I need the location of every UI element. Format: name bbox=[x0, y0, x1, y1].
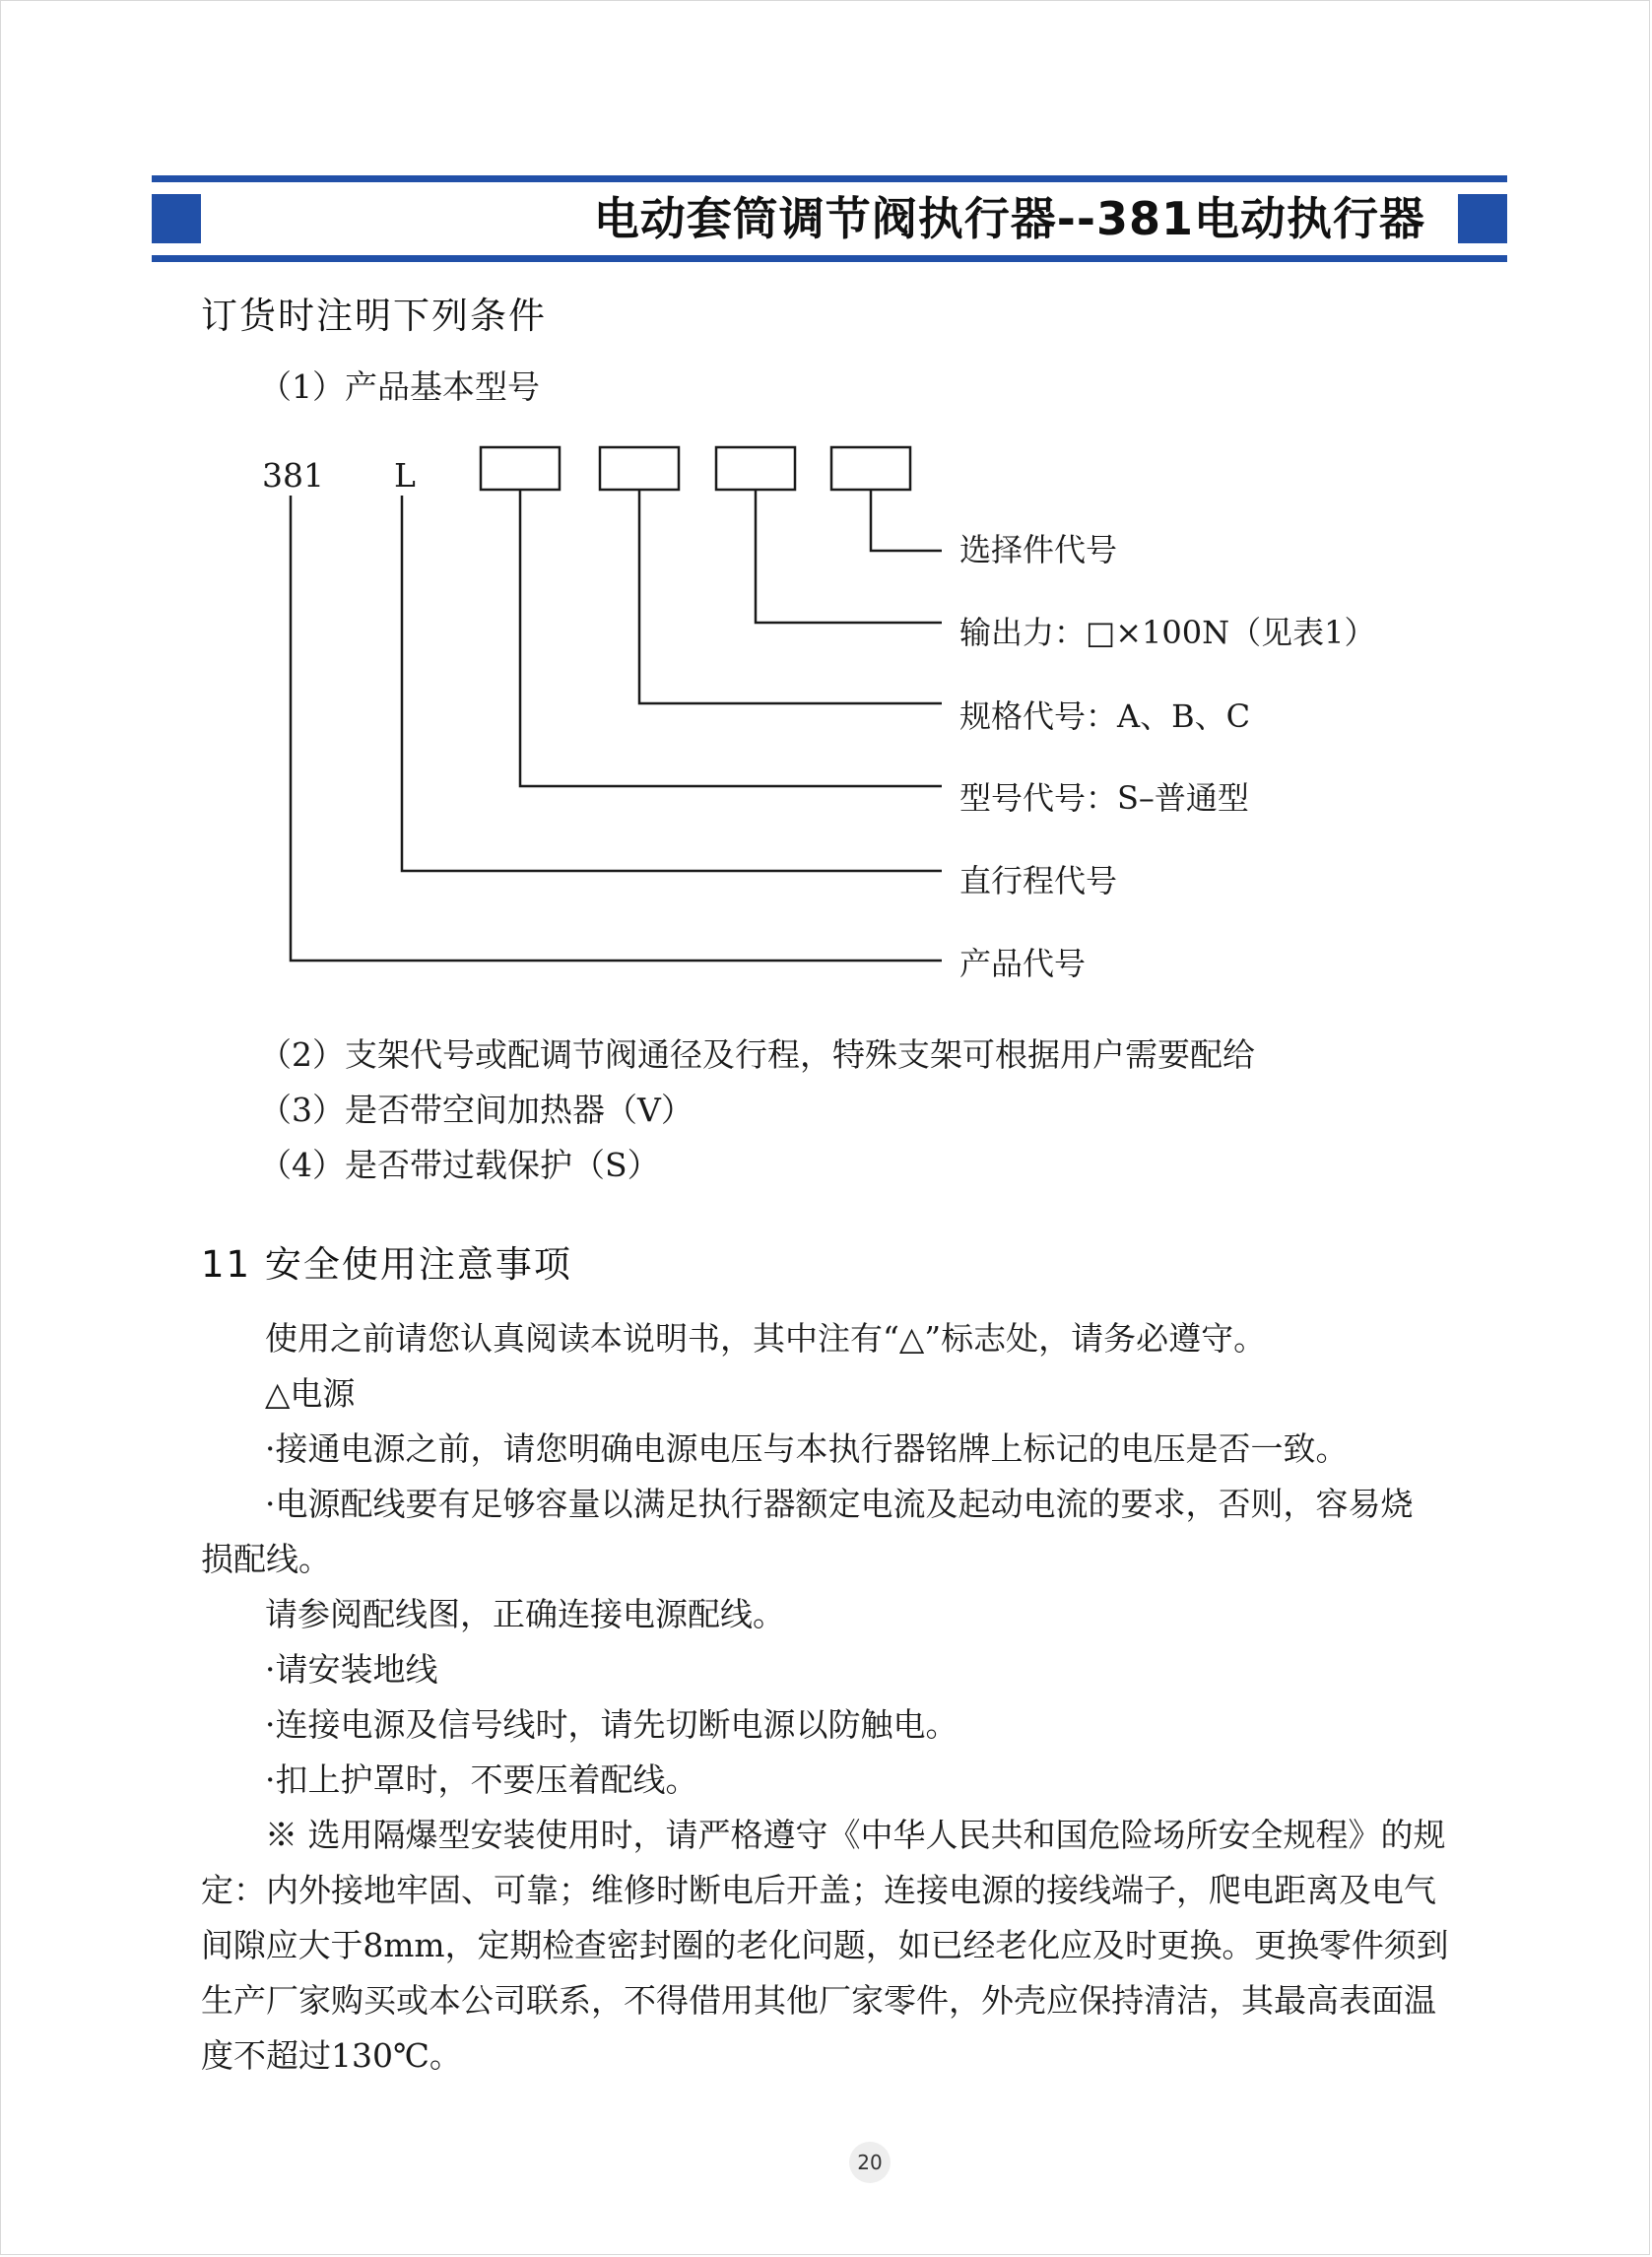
model-code-letter: L bbox=[394, 456, 416, 495]
page-title: 电动套筒调节阀执行器--381电动执行器 bbox=[593, 192, 1425, 245]
explosion-proof-note: 生产厂家购买或本公司联系，不得借用其他厂家零件，外壳应保持清洁，其最高表面温 bbox=[201, 1981, 1436, 2020]
leader-product bbox=[291, 496, 942, 961]
label-stroke-code: 直行程代号 bbox=[959, 862, 1118, 899]
safety-line: 损配线。 bbox=[201, 1540, 331, 1578]
explosion-proof-note: ※ 选用隔爆型安装使用时，请严格遵守《中华人民共和国危险场所安全规程》的规 bbox=[265, 1816, 1446, 1854]
leader-type bbox=[520, 490, 942, 786]
safety-power-heading: △电源 bbox=[265, 1374, 356, 1413]
code-box-option bbox=[831, 447, 910, 490]
leader-spec bbox=[639, 490, 942, 703]
safety-line: ·电源配线要有足够容量以满足执行器额定电流及起动电流的要求，否则，容易烧 bbox=[265, 1485, 1414, 1523]
label-option-code: 选择件代号 bbox=[959, 531, 1118, 568]
label-type-code: 型号代号：S–普通型 bbox=[959, 779, 1249, 817]
label-product-code: 产品代号 bbox=[959, 945, 1087, 982]
safety-line: ·接通电源之前，请您明确电源电压与本执行器铭牌上标记的电压是否一致。 bbox=[265, 1429, 1349, 1468]
explosion-proof-note: 间隙应大于8mm，定期检查密封圈的老化问题，如已经老化应及时更换。更换零件须到 bbox=[201, 1926, 1449, 1964]
safety-line: 请参阅配线图，正确连接电源配线。 bbox=[265, 1595, 785, 1633]
label-spec-code: 规格代号：A、B、C bbox=[959, 697, 1251, 735]
order-item-3: （3）是否带空间加热器（V） bbox=[259, 1091, 694, 1129]
model-code-number: 381 bbox=[262, 456, 324, 495]
label-output-force: 输出力：□×100N（见表1） bbox=[959, 614, 1376, 651]
order-heading: 订货时注明下列条件 bbox=[201, 295, 547, 337]
safety-intro: 使用之前请您认真阅读本说明书，其中注有“△”标志处，请务必遵守。 bbox=[265, 1319, 1267, 1358]
safety-heading: 11 安全使用注意事项 bbox=[201, 1243, 572, 1286]
code-box-type bbox=[481, 447, 560, 490]
page-number: 20 bbox=[849, 2142, 891, 2183]
explosion-proof-note: 定：内外接地牢固、可靠；维修时断电后开盖；连接电源的接线端子，爬电距离及电气 bbox=[201, 1871, 1436, 1909]
model-code-diagram bbox=[1, 1, 1650, 1006]
explosion-proof-note: 度不超过130℃。 bbox=[201, 2036, 462, 2075]
order-item-2: （2）支架代号或配调节阀通径及行程，特殊支架可根据用户需要配给 bbox=[259, 1035, 1255, 1074]
safety-line: ·扣上护罩时，不要压着配线。 bbox=[265, 1760, 698, 1799]
leader-option bbox=[871, 490, 942, 551]
code-box-force bbox=[716, 447, 795, 490]
order-item-1: （1）产品基本型号 bbox=[259, 367, 540, 406]
code-box-spec bbox=[600, 447, 679, 490]
order-item-4: （4）是否带过载保护（S） bbox=[259, 1146, 660, 1184]
leader-force bbox=[756, 490, 942, 623]
safety-line: ·请安装地线 bbox=[265, 1650, 438, 1689]
leader-stroke bbox=[402, 496, 942, 871]
safety-line: ·连接电源及信号线时，请先切断电源以防触电。 bbox=[265, 1705, 958, 1744]
